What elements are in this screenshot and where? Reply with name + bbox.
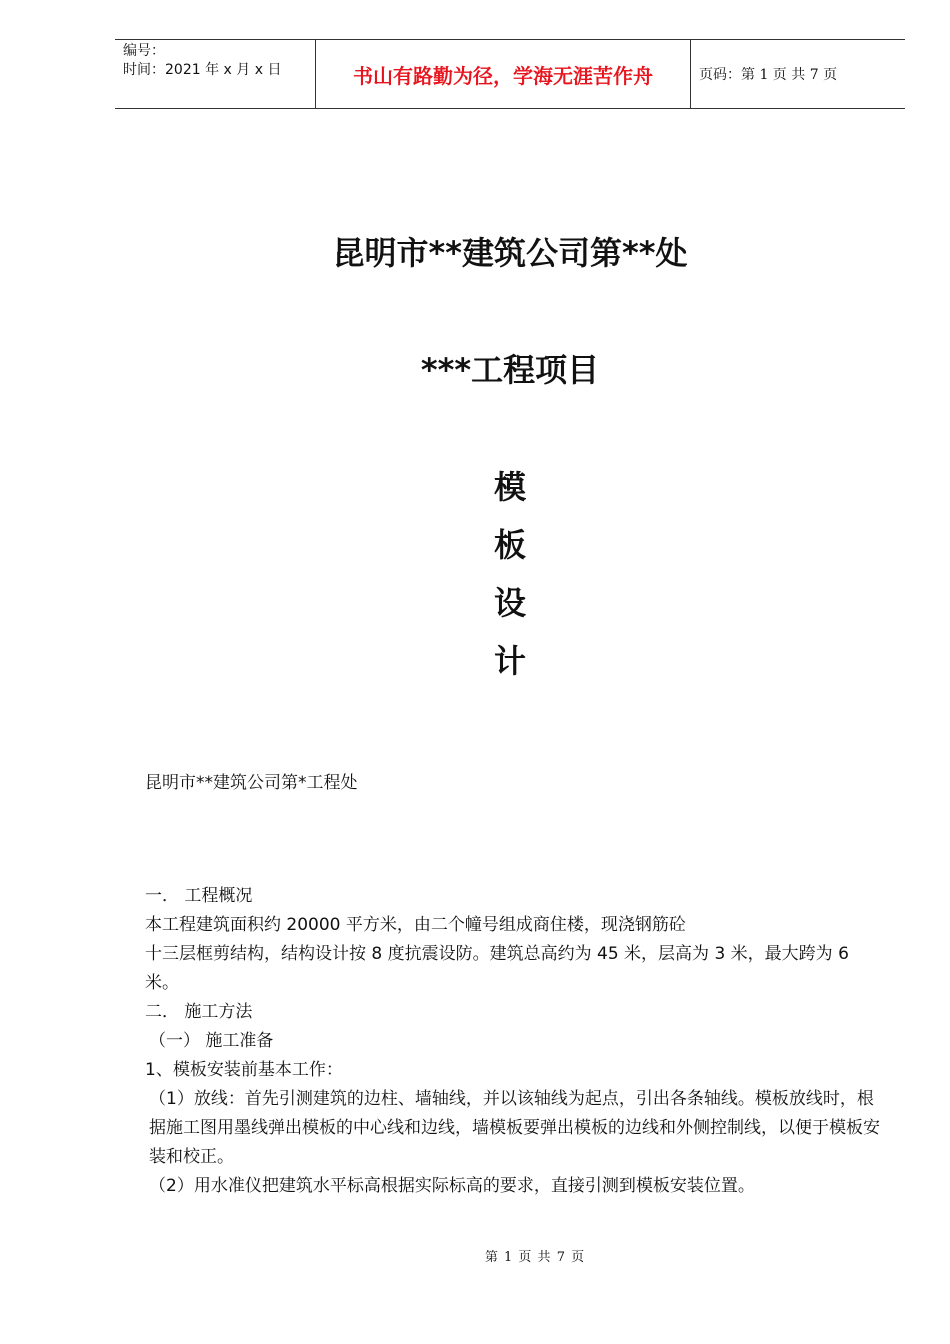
section-heading: 一． 工程概况 <box>145 886 253 906</box>
list-item: 1、模板安装前基本工作： <box>145 1060 343 1080</box>
list-item: （1）放线：首先引测建筑的边柱、墙轴线，并以该轴线为起点，引出各条轴线。模板放线时，根据施工图用墨线弹出模板的中心线和边线，墙模板要弹出模板的边线和外侧控制线，以便于模板安装和校正。 <box>149 1089 880 1167</box>
section-heading: 二． 施工方法 <box>145 1002 253 1022</box>
header-motto-cell <box>315 40 691 108</box>
project-title: ***工程项目 <box>420 351 600 389</box>
page-footer: 第 1 页 共 7 页 <box>484 1250 586 1265</box>
header-page-cell <box>689 40 905 108</box>
subsection-heading: （一） 施工准备 <box>149 1031 274 1051</box>
motto: 书山有路勤为径，学海无涯苦作舟 <box>353 63 653 88</box>
page-number: 页码：第 1 页 共 7 页 <box>699 67 838 83</box>
document-body <box>145 882 885 1201</box>
header-table <box>115 39 905 109</box>
document-number: 编号： <box>123 43 165 59</box>
list-item: （2）用水准仪把建筑水平标高根据实际标高的要求，直接引测到模板安装位置。 <box>149 1176 755 1196</box>
vertical-title-char: 设 <box>493 584 526 622</box>
paragraph: 十三层框剪结构，结构设计按 8 度抗震设防。建筑总高约为 45 米，层高为 3 米，最大跨为 6 米。 <box>145 944 849 993</box>
document-date: 时间：2021 年 x 月 x 日 <box>123 62 282 78</box>
paragraph: 本工程建筑面积约 20000 平方米，由二个幢号组成商住楼，现浇钢筋砼 <box>145 915 686 935</box>
vertical-title-char: 计 <box>493 642 526 680</box>
vertical-title-char: 模 <box>493 468 526 506</box>
organization-name: 昆明市**建筑公司第*工程处 <box>145 773 358 793</box>
header-meta <box>115 40 315 108</box>
vertical-title-char: 板 <box>493 526 526 564</box>
company-title: 昆明市**建筑公司第**处 <box>332 234 688 272</box>
